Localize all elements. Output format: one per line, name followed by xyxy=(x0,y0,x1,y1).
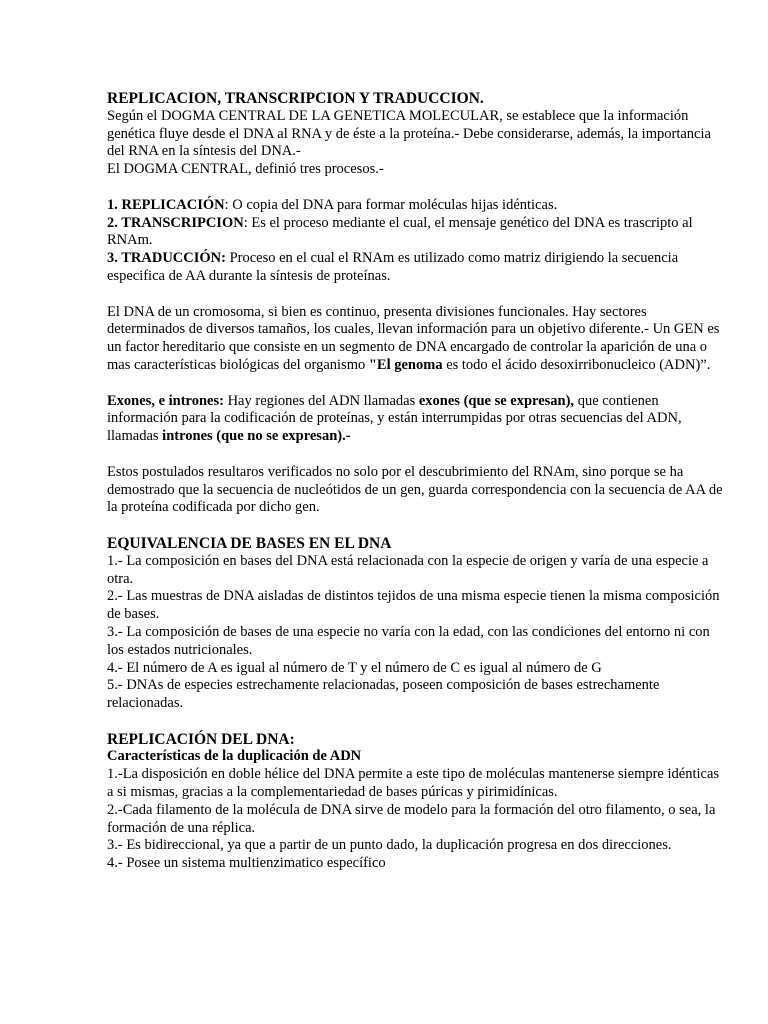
spacer xyxy=(107,179,727,197)
section-title-replicacion: REPLICACION, TRANSCRIPCION Y TRADUCCION. xyxy=(107,90,484,107)
document-page xyxy=(107,90,727,873)
exones-text-1: Hay regiones del ADN llamadas xyxy=(223,392,419,409)
list-item: 1.-La disposición en doble hélice del DNA permite a este tipo de moléculas mantenerse siempre idénticas a si mismas, gracias a la complementariedad de bases púricas y pirimidínicas. xyxy=(107,766,720,801)
process-term: 2. TRANSCRIPCION xyxy=(107,214,244,231)
gen-paragraph xyxy=(107,304,727,375)
spacer xyxy=(107,517,727,535)
spacer xyxy=(107,713,727,731)
exones-bold-1: exones (que se expresan), xyxy=(418,392,575,409)
process-term: 3. TRADUCCIÓN: xyxy=(107,250,226,267)
intro-paragraph: Según el DOGMA CENTRAL DE LA GENETICA MOLECULAR, se establece que la información genética fluye desde el DNA al RNA y de éste a la proteína.- Debe considerarse, además, la importancia del RNA en la síntesis del DNA.- xyxy=(107,107,711,160)
list-item: 4.- Posee un sistema multienzimatico específico xyxy=(107,855,386,872)
list-item: 2.- Las muestras de DNA aisladas de distintos tejidos de una misma especie tienen la misma composición de bases. xyxy=(107,588,720,623)
list-item: 2.-Cada filamento de la molécula de DNA sirve de modelo para la formación del otro filamento, o sea, la formación de una réplica. xyxy=(107,801,716,836)
process-replicacion xyxy=(107,197,727,215)
process-traduccion xyxy=(107,250,727,286)
genoma-text: es todo el ácido desoxirribonucleico (ADN)”. xyxy=(442,356,711,373)
process-text: : Es el proceso mediante el cual, el mensaje genético del DNA es trascripto al RNAm. xyxy=(107,214,693,249)
section-subtitle: Características de la duplicación de ADN xyxy=(107,748,362,765)
list-item: 3.- Es bidireccional, ya que a partir de un punto dado, la duplicación progresa en dos direcciones. xyxy=(107,837,672,854)
intro-dogma-line: El DOGMA CENTRAL, definió tres procesos.- xyxy=(107,161,384,178)
process-term: 1. REPLICACIÓN xyxy=(107,196,225,213)
section-title-replicacion-dna: REPLICACIÓN DEL DNA: xyxy=(107,730,295,748)
gen-text: El DNA de un cromosoma, si bien es continuo, presenta divisiones funcionales. Hay sectores determinados de diversos tamaños, los cuales, llevan información para un objetivo diferente.- Un GEN es un factor hereditario que consiste en un segmento de DNA encargado de controlar la aparición de una o mas características biológicas del organismo xyxy=(107,303,720,373)
process-text: : O copia del DNA para formar moléculas hijas idénticas. xyxy=(224,196,558,213)
exones-text-2: que contienen información para la codificación de proteínas, y están interrumpidas por otras secuencias del ADN, llamadas xyxy=(107,392,682,445)
spacer xyxy=(107,286,727,304)
exones-bold-2: intrones (que no se expresan).- xyxy=(162,428,351,445)
list-item: 1.- La composición en bases del DNA está relacionada con la especie de origen y varía de una especie a otra. xyxy=(107,552,709,587)
list-item: 3.- La composición de bases de una especie no varía con la edad, con las condiciones del entorno ni con los estados nutricionales. xyxy=(107,623,710,658)
process-text: Proceso en el cual el RNAm es utilizado como matriz dirigiendo la secuencia especifica de AA durante la síntesis de proteínas. xyxy=(107,250,679,284)
spacer xyxy=(107,446,727,464)
exones-paragraph xyxy=(107,393,727,446)
exones-term: Exones, e intrones: xyxy=(107,392,224,409)
postulados-paragraph: Estos postulados resultaros verificados no solo por el descubrimiento del RNAm, sino porque se ha demostrado que la secuencia de nucleótidos de un gen, guarda correspondencia con la secuencia de AA de la proteína codificada por dicho gen. xyxy=(107,463,723,516)
spacer xyxy=(107,375,727,393)
list-item: 5.- DNAs de especies estrechamente relacionadas, poseen composición de bases estrechamente relacionadas. xyxy=(107,677,660,712)
list-item: 4.- El número de A es igual al número de T y el número de C es igual al número de G xyxy=(107,659,602,676)
genoma-term: "El genoma xyxy=(368,356,443,373)
section-title-equivalencia: EQUIVALENCIA DE BASES EN EL DNA xyxy=(107,534,392,552)
process-transcripcion xyxy=(107,215,727,251)
